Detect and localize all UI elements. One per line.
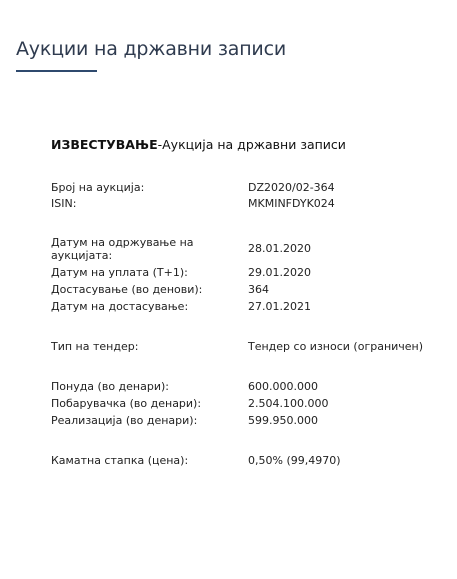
- payment-date-value: 29.01.2020: [248, 266, 311, 279]
- maturity-date-label: Датум на достасување:: [51, 300, 189, 313]
- offer-label: Понуда (во денари):: [51, 380, 169, 393]
- notice-heading-bold: ИЗВЕСТУВАЊЕ: [51, 137, 158, 152]
- page-title: Аукции на државни записи: [16, 38, 286, 60]
- notice-heading: [51, 137, 346, 152]
- notice-heading-rest: -Аукција на државни записи: [157, 137, 346, 152]
- maturity-date-value: 27.01.2021: [248, 300, 311, 313]
- auction-date-value: 28.01.2020: [248, 242, 311, 255]
- tender-type-label: Тип на тендер:: [51, 340, 139, 353]
- tender-type-value: Тендер со износи (ограничен): [248, 340, 424, 353]
- offer-value: 600.000.000: [248, 380, 318, 393]
- isin-label: ISIN:: [51, 197, 77, 210]
- demand-value: 2.504.100.000: [248, 397, 329, 410]
- isin-value: MKMINFDYK024: [248, 197, 335, 210]
- auction-number-value: DZ2020/02-364: [248, 181, 335, 194]
- interest-rate-value: 0,50% (99,4970): [248, 454, 341, 467]
- realization-label: Реализација (во денари):: [51, 414, 198, 427]
- title-underline: [16, 70, 97, 72]
- auction-date-label: Датум на одржување на аукцијата:: [51, 236, 194, 262]
- auction-number-label: Број на аукција:: [51, 181, 145, 194]
- interest-rate-label: Каматна стапка (цена):: [51, 454, 189, 467]
- realization-value: 599.950.000: [248, 414, 318, 427]
- payment-date-label: Датум на уплата (Т+1):: [51, 266, 188, 279]
- maturity-days-label: Достасување (во денови):: [51, 283, 203, 296]
- maturity-days-value: 364: [248, 283, 269, 296]
- demand-label: Побарувачка (во денари):: [51, 397, 202, 410]
